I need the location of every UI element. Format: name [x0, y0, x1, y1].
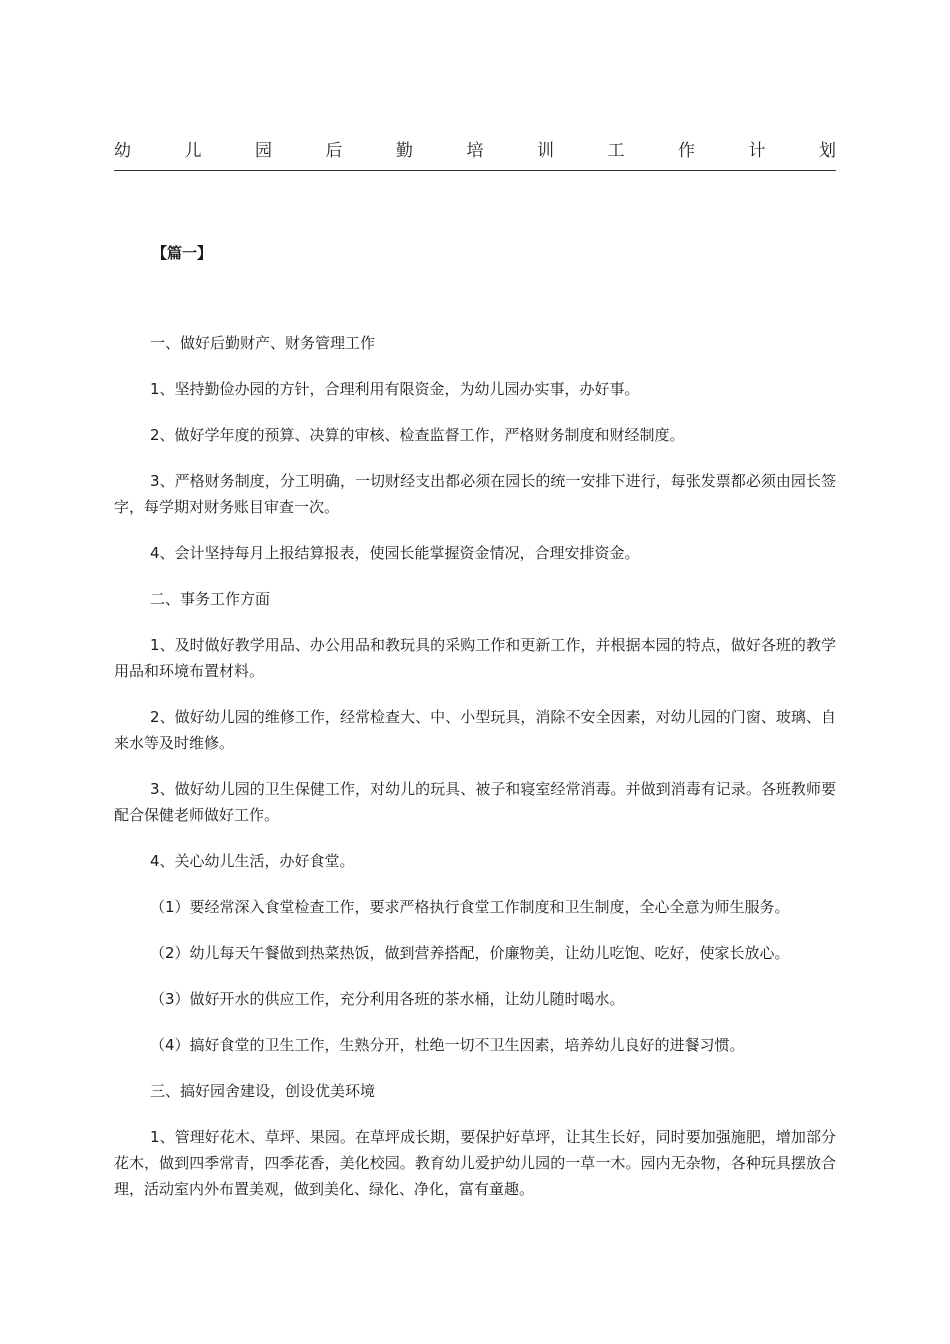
title-char: 工	[607, 141, 625, 161]
title-char: 训	[537, 141, 554, 161]
paragraph: 2、做好幼儿园的维修工作，经常检查大、中、小型玩具，消除不安全因素，对幼儿园的门窗、玻璃、自来水等及时维修。	[114, 708, 836, 752]
paragraph: 1、坚持勤俭办园的方针，合理利用有限资金，为幼儿园办实事，办好事。	[150, 380, 640, 398]
section-mark: 【篇一】	[152, 244, 213, 262]
paragraph: （3）做好开水的供应工作，充分利用各班的茶水桶，让幼儿随时喝水。	[150, 990, 625, 1008]
title-char: 作	[678, 141, 695, 161]
document-body	[114, 330, 836, 1202]
paragraph: 1、及时做好教学用品、办公用品和教玩具的采购工作和更新工作，并根据本园的特点，做好各班的教学用品和环境布置材料。	[114, 636, 836, 680]
document-title	[114, 136, 836, 161]
heading-3: 三、搞好园舍建设，创设优美环境	[150, 1082, 376, 1100]
title-char: 儿	[184, 141, 202, 161]
title-char: 计	[748, 141, 766, 161]
paragraph: （2）幼儿每天午餐做到热菜热饭，做到营养搭配，价廉物美，让幼儿吃饱、吃好，使家长放心。	[150, 944, 790, 962]
paragraph: 2、做好学年度的预算、决算的审核、检查监督工作，严格财务制度和财经制度。	[150, 426, 685, 444]
heading-1: 一、做好后勤财产、财务管理工作	[150, 334, 376, 352]
paragraph: 3、严格财务制度，分工明确，一切财经支出都必须在园长的统一安排下进行，每张发票都必须由园长签字，每学期对财务账目审查一次。	[114, 472, 836, 516]
title-char: 后	[325, 141, 343, 161]
heading-2: 二、事务工作方面	[150, 590, 271, 608]
title-char: 园	[255, 141, 272, 161]
title-char: 幼	[114, 141, 131, 161]
title-char: 勤	[396, 141, 413, 161]
paragraph: 1、管理好花木、草坪、果园。在草坪成长期，要保护好草坪，让其生长好，同时要加强施肥，增加部分花木，做到四季常青，四季花香，美化校园。教育幼儿爱护幼儿园的一草一木。园内无杂物，各种玩具摆放合理，活动室内外布置美观，做到美化、绿化、净化，富有童趣。	[114, 1128, 836, 1198]
paragraph: 4、会计坚持每月上报结算报表，使园长能掌握资金情况，合理安排资金。	[150, 544, 640, 562]
paragraph: 4、关心幼儿生活，办好食堂。	[150, 852, 355, 870]
title-underline	[114, 170, 836, 171]
title-char: 培	[466, 141, 484, 161]
paragraph: （1）要经常深入食堂检查工作，要求严格执行食堂工作制度和卫生制度，全心全意为师生服务。	[150, 898, 790, 916]
title-char: 划	[819, 141, 836, 161]
paragraph: 3、做好幼儿园的卫生保健工作，对幼儿的玩具、被子和寝室经常消毒。并做到消毒有记录。各班教师要配合保健老师做好工作。	[114, 780, 836, 824]
paragraph: （4）搞好食堂的卫生工作，生熟分开，杜绝一切不卫生因素，培养幼儿良好的进餐习惯。	[150, 1036, 745, 1054]
